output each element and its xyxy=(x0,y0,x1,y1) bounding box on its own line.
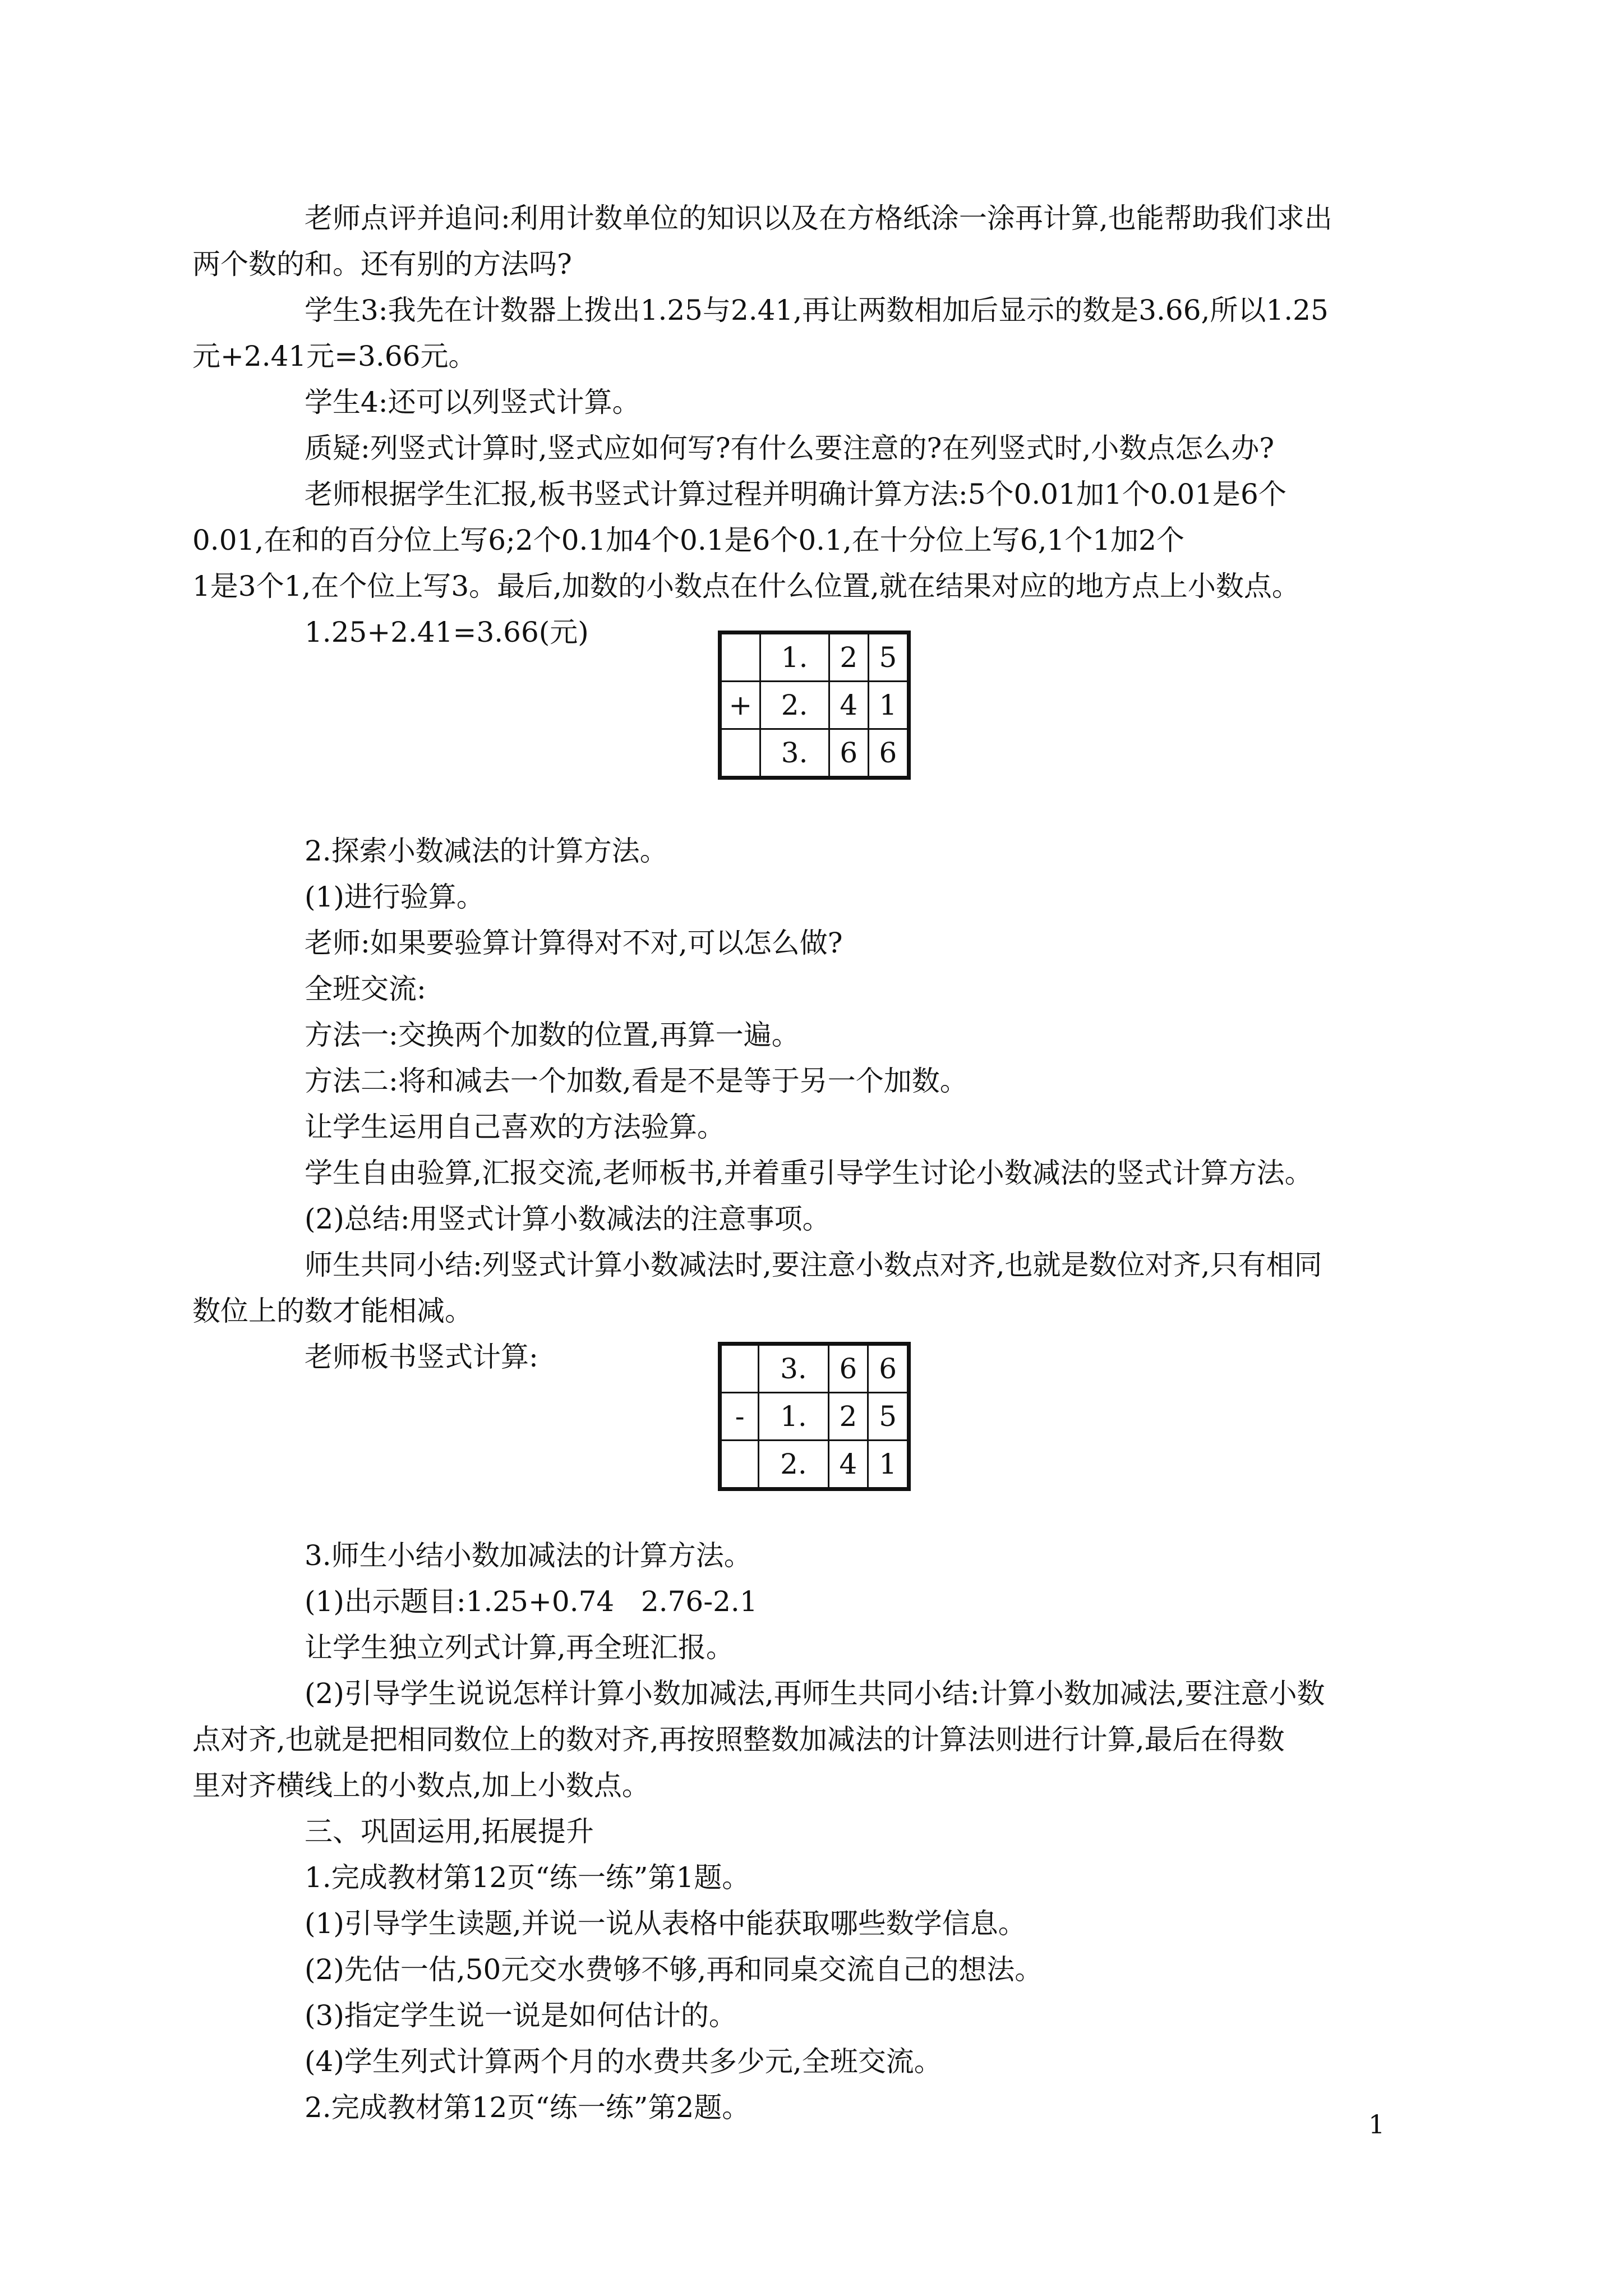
grid-cell: 1. xyxy=(760,633,829,682)
paragraph-guide-summary: (2)引导学生说说怎样计算小数加减法,再师生共同小结:计算小数加减法,要注意小数 点对齐,也就是把相同数位上的数对齐,再按照整数加减法的计算法则进行计算,最后在得数 里对齐横线上的小数点,加上小数点。 xyxy=(192,1677,1325,1802)
section-heading-subtraction: 2.探索小数减法的计算方法。 xyxy=(305,835,668,867)
grid-cell: - xyxy=(720,1393,759,1441)
paragraph-exercise-1-step-2: (2)先估一估,50元交水费够不够,再和同桌交流自己的想法。 xyxy=(305,1953,1043,1986)
grid-cell: 2 xyxy=(828,1393,868,1441)
subtraction-vertical-grid xyxy=(718,1342,911,1491)
addition-vertical-grid xyxy=(718,631,911,780)
paragraph-exercise-2: 2.完成教材第12页“练一练”第2题。 xyxy=(305,2091,750,2124)
grid-row xyxy=(720,1344,909,1393)
grid-row xyxy=(720,633,909,682)
paragraph-question: 质疑:列竖式计算时,竖式应如何写?有什么要注意的?在列竖式时,小数点怎么办? xyxy=(305,432,1275,464)
paragraph-teacher-ask: 老师:如果要验算计算得对不对,可以怎么做? xyxy=(305,927,843,959)
grid-cell: 6 xyxy=(868,729,909,778)
paragraph-student-3: 学生3:我先在计数器上拨出1.25与2.41,再让两数相加后显示的数是3.66,所以1.25 元+2.41元=3.66元。 xyxy=(192,294,1329,372)
paragraph-verify: (1)进行验算。 xyxy=(305,881,485,913)
grid-cell: 5 xyxy=(868,1393,909,1441)
paragraph-teacher-method: 老师根据学生汇报,板书竖式计算过程并明确计算方法:5个0.01加1个0.01是6个 0.01,在和的百分位上写6;2个0.1加4个0.1是6个0.1,在十分位上写6,1个1加2个 1是3个1,在个位上写3。最后,加数的小数点在什么位置,就在结果对应的地方点上小数点。 xyxy=(192,478,1300,602)
grid-cell: 6 xyxy=(868,1344,909,1393)
paragraph-summary-notes: (2)总结:用竖式计算小数减法的注意事项。 xyxy=(305,1203,831,1235)
grid-cell xyxy=(720,1441,759,1489)
paragraph-exercise-1-step-1: (1)引导学生读题,并说一说从表格中能获取哪些数学信息。 xyxy=(305,1907,1026,1940)
paragraph-board-calc: 老师板书竖式计算: xyxy=(305,1341,538,1373)
grid-cell: 2. xyxy=(760,682,829,729)
grid-cell: + xyxy=(720,682,760,729)
grid-row xyxy=(720,682,909,729)
grid-cell xyxy=(720,729,760,778)
grid-row xyxy=(720,729,909,778)
paragraph-independent-calc: 让学生独立列式计算,再全班汇报。 xyxy=(305,1631,734,1664)
section-heading-practice: 三、巩固运用,拓展提升 xyxy=(305,1815,594,1848)
grid-cell: 4 xyxy=(828,1441,868,1489)
grid-cell: 1 xyxy=(868,682,909,729)
grid-cell: 6 xyxy=(828,1344,868,1393)
paragraph-free-verify: 学生自由验算,汇报交流,老师板书,并着重引导学生讨论小数减法的竖式计算方法。 xyxy=(305,1157,1313,1189)
grid-cell: 2. xyxy=(759,1441,828,1489)
paragraph-class-exchange: 全班交流: xyxy=(305,973,426,1005)
grid-cell xyxy=(720,633,760,682)
grid-cell xyxy=(720,1344,759,1393)
grid-row xyxy=(720,1393,909,1441)
equation-addition: 1.25+2.41=3.66(元) xyxy=(305,616,589,648)
paragraph-student-verify: 让学生运用自己喜欢的方法验算。 xyxy=(305,1111,725,1143)
grid-cell: 3. xyxy=(760,729,829,778)
grid-cell: 1. xyxy=(759,1393,828,1441)
page-number: 1 xyxy=(1368,2109,1385,2139)
grid-cell: 4 xyxy=(829,682,868,729)
paragraph-teacher-comment: 老师点评并追问:利用计数单位的知识以及在方格纸涂一涂再计算,也能帮助我们求出 两个数的和。还有别的方法吗? xyxy=(192,202,1332,280)
section-heading-summary: 3.师生小结小数加减法的计算方法。 xyxy=(305,1539,752,1572)
paragraph-show-problems: (1)出示题目:1.25+0.74 2.76-2.1 xyxy=(305,1585,758,1618)
paragraph-exercise-1-step-3: (3)指定学生说一说是如何估计的。 xyxy=(305,1999,737,2032)
paragraph-exercise-1: 1.完成教材第12页“练一练”第1题。 xyxy=(305,1861,750,1894)
paragraph-method-2: 方法二:将和减去一个加数,看是不是等于另一个加数。 xyxy=(305,1065,968,1097)
grid-cell: 1 xyxy=(868,1441,909,1489)
paragraph-student-4: 学生4:还可以列竖式计算。 xyxy=(305,386,640,418)
grid-row xyxy=(720,1441,909,1489)
paragraph-exercise-1-step-4: (4)学生列式计算两个月的水费共多少元,全班交流。 xyxy=(305,2045,942,2078)
paragraph-joint-summary: 师生共同小结:列竖式计算小数减法时,要注意小数点对齐,也就是数位对齐,只有相同 数位上的数才能相减。 xyxy=(192,1249,1322,1327)
grid-cell: 5 xyxy=(868,633,909,682)
grid-cell: 3. xyxy=(759,1344,828,1393)
grid-cell: 6 xyxy=(829,729,868,778)
paragraph-method-1: 方法一:交换两个加数的位置,再算一遍。 xyxy=(305,1019,800,1051)
grid-cell: 2 xyxy=(829,633,868,682)
